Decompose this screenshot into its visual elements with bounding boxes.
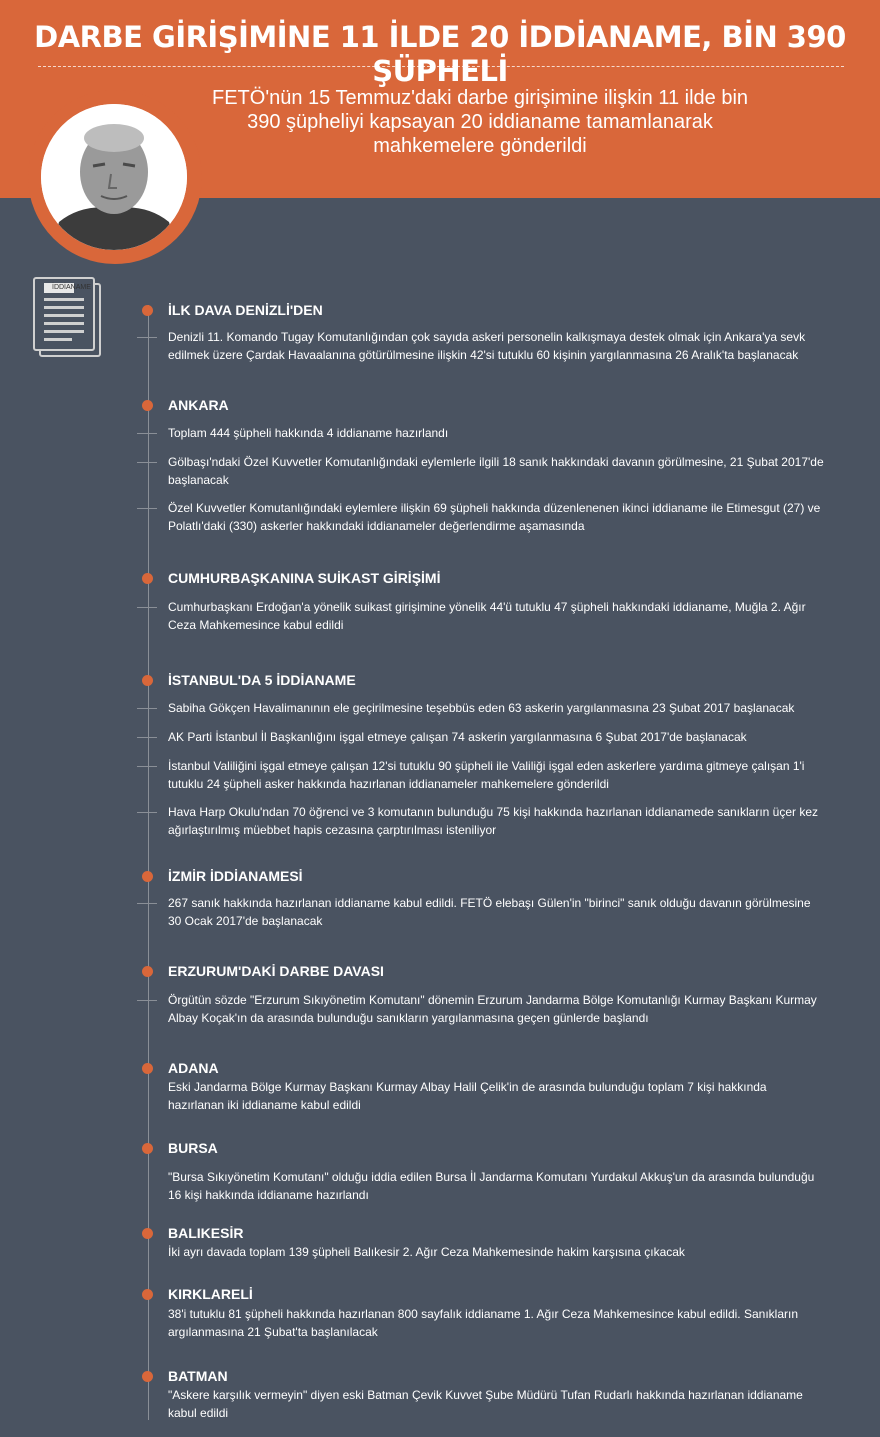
timeline-tick bbox=[137, 737, 157, 738]
timeline-tick bbox=[137, 1000, 157, 1001]
title-divider bbox=[38, 66, 844, 67]
timeline-tick bbox=[137, 903, 157, 904]
timeline-dot bbox=[142, 1143, 153, 1154]
portrait-image bbox=[41, 104, 187, 250]
timeline-dot bbox=[142, 1063, 153, 1074]
section-title-denizli: İLK DAVA DENİZLİ'DEN bbox=[168, 302, 323, 318]
timeline-tick bbox=[137, 433, 157, 434]
section-title-bursa: BURSA bbox=[168, 1140, 218, 1156]
section-item: Hava Harp Okulu'ndan 70 öğrenci ve 3 komutanın bulunduğu 75 kişi hakkında hazırlanan iddianamede sanıkların üçer kez ağırlaştırılmış müebbet hapis cezasına çarptırılması isteniliyor bbox=[168, 805, 819, 837]
timeline-dot bbox=[142, 871, 153, 882]
section-item: İki ayrı davada toplam 139 şüpheli Balıkesir 2. Ağır Ceza Mahkemesinde hakim karşısına çıkacak bbox=[168, 1245, 685, 1259]
section-item: 267 sanık hakkında hazırlanan iddianame kabul edildi. FETÖ elebaşı Gülen'in "birinci" sanık olduğu davanın görülmesine 30 Ocak 2017'de başlanacak bbox=[168, 896, 811, 928]
timeline-dot bbox=[142, 400, 153, 411]
section-title-istanbul: İSTANBUL'DA 5 İDDİANAME bbox=[168, 672, 356, 688]
section-item: "Askere karşılık vermeyin" diyen eski Batman Çevik Kuvvet Şube Müdürü Tufan Rudarlı hakkında hazırlanan iddianame kabul edildi bbox=[168, 1388, 803, 1420]
timeline-tick bbox=[137, 708, 157, 709]
section-item: Denizli 11. Komando Tugay Komutanlığından çok sayıda askeri personelin kalkışmaya destek olmak için Ankara'ya sevk edilmek üzere Çardak Havaalanına götürülmesine ilişkin 42'si tutuklu 60 kişinin yargılanmasına 26 Aralık'ta başlanacak bbox=[168, 330, 806, 362]
timeline-tick bbox=[137, 508, 157, 509]
section-title-ankara: ANKARA bbox=[168, 397, 229, 413]
section-title-kirklareli: KIRKLARELİ bbox=[168, 1286, 253, 1302]
section-title-batman: BATMAN bbox=[168, 1368, 228, 1384]
section-title-adana: ADANA bbox=[168, 1060, 219, 1076]
section-item: AK Parti İstanbul İl Başkanlığını işgal etmeye çalışan 74 askerin yargılanmasına 6 Şubat 2017'de başlanacak bbox=[168, 730, 747, 744]
section-item: Örgütün sözde "Erzurum Sıkıyönetim Komutanı" dönemin Erzurum Jandarma Bölge Komutanlığı Kurmay Başkanı Kurmay Albay Koçak'ın da arasında bulunduğu sanıkların yargılanmasına geçen günlerde başlandı bbox=[168, 993, 817, 1025]
timeline-tick bbox=[137, 337, 157, 338]
section-item: Eski Jandarma Bölge Kurmay Başkanı Kurmay Albay Halil Çelik'in de arasında bulunduğu toplam 7 kişi hakkında hazırlanan iki iddianame kabul edildi bbox=[168, 1080, 767, 1112]
timeline-dot bbox=[142, 305, 153, 316]
section-item: Sabiha Gökçen Havalimanının ele geçirilmesine teşebbüs eden 63 askerin yargılanmasına 23 Şubat 2017 başlanacak bbox=[168, 701, 795, 715]
section-item: Toplam 444 şüpheli hakkında 4 iddianame hazırlandı bbox=[168, 426, 449, 440]
section-item: 38'i tutuklu 81 şüpheli hakkında hazırlanan 800 sayfalık iddianame 1. Ağır Ceza Mahkemesince kabul edildi. Sanıkların argılanmasına 21 Şubat'ta başlanılacak bbox=[168, 1307, 798, 1339]
timeline-dot bbox=[142, 573, 153, 584]
section-title-balikesir: BALIKESİR bbox=[168, 1225, 244, 1241]
section-title-erzurum: ERZURUM'DAKİ DARBE DAVASI bbox=[168, 963, 384, 979]
section-title-suikast: CUMHURBAŞKANINA SUİKAST GİRİŞİMİ bbox=[168, 570, 441, 586]
page-subtitle: FETÖ'nün 15 Temmuz'daki darbe girişimine ilişkin 11 ilde bin 390 şüpheliyi kapsayan 20 iddianame tamamlanarak mahkemelere gönderildi bbox=[211, 87, 749, 157]
timeline-dot bbox=[142, 675, 153, 686]
timeline-line bbox=[148, 305, 149, 1420]
section-item: "Bursa Sıkıyönetim Komutanı" olduğu iddia edilen Bursa İl Jandarma Komutanı Yurdakul Akkuş'un da arasında bulunduğu 16 kişi hakkında iddianame hazırlandı bbox=[168, 1170, 815, 1202]
timeline-dot bbox=[142, 966, 153, 977]
section-item: Gölbaşı'ndaki Özel Kuvvetler Komutanlığındaki eylemlerle ilgili 18 sanık hakkındaki davanın görülmesine, 21 Şubat 2017'de başlanacak bbox=[168, 455, 824, 487]
document-icon-label: İDDİANAME bbox=[52, 284, 91, 291]
avatar bbox=[41, 104, 187, 250]
timeline-tick bbox=[137, 766, 157, 767]
section-item: Özel Kuvvetler Komutanlığındaki eylemlere ilişkin 69 şüpheli hakkında düzenlenenen ikinci iddianame ile Etimesgut (27) ve Polatlı'daki (330) askerler hakkındaki iddianameler değerlendirme aşamasında bbox=[168, 501, 821, 533]
timeline-dot bbox=[142, 1289, 153, 1300]
timeline-dot bbox=[142, 1228, 153, 1239]
section-item: Cumhurbaşkanı Erdoğan'a yönelik suikast girişimine yönelik 44'ü tutuklu 47 şüpheli hakkındaki iddianame, Muğla 2. Ağır Ceza Mahkemesince kabul edildi bbox=[168, 600, 806, 632]
timeline-tick bbox=[137, 607, 157, 608]
section-item: İstanbul Valiliğini işgal etmeye çalışan 12'si tutuklu 90 şüpheli ile Valiliği işgal eden askerlere yardıma gitmeye çalışan 1'i tutuklu 24 şüpheli asker hakkında hazırlanan iddianameler mahkemelere gönderildi bbox=[168, 759, 805, 791]
timeline-tick bbox=[137, 812, 157, 813]
timeline-tick bbox=[137, 462, 157, 463]
page-title: DARBE GİRİŞİMİNE 11 İLDE 20 İDDİANAME, BİN 390 ŞÜPHELİ bbox=[34, 20, 846, 88]
timeline-dot bbox=[142, 1371, 153, 1382]
section-title-izmir: İZMİR İDDİANAMESİ bbox=[168, 868, 303, 884]
